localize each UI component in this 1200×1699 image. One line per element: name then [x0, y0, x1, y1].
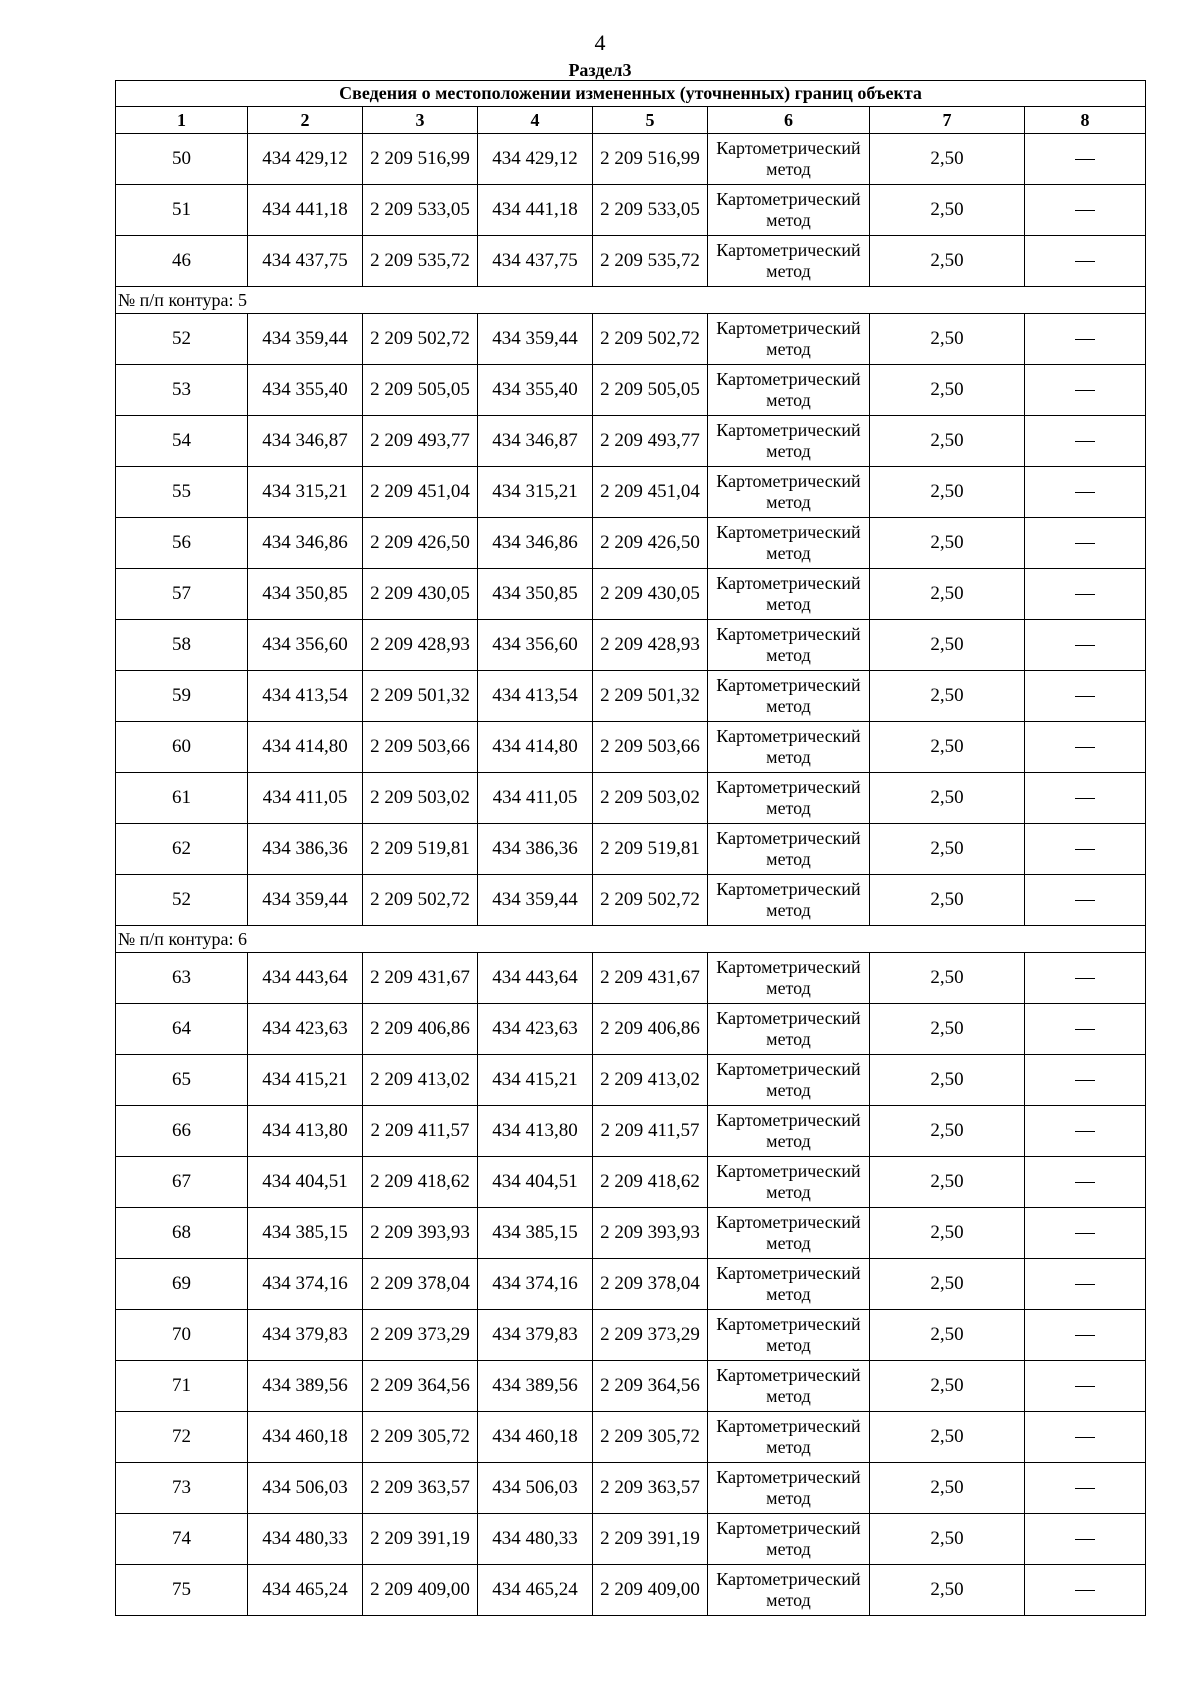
x-new-cell: 434 413,80	[478, 1106, 593, 1157]
y-existing-cell: 2 209 493,77	[363, 416, 478, 467]
accuracy-cell: 2,50	[870, 134, 1025, 185]
accuracy-cell: 2,50	[870, 569, 1025, 620]
description-cell	[1025, 134, 1146, 185]
x-new-cell: 434 346,87	[478, 416, 593, 467]
table-row	[116, 1157, 1146, 1208]
y-new-cell: 2 209 535,72	[593, 236, 708, 287]
contour-header-row	[116, 926, 1146, 953]
point-number-cell: 53	[116, 365, 248, 416]
dash-mark	[1075, 1029, 1095, 1030]
y-new-cell: 2 209 431,67	[593, 953, 708, 1004]
method-cell: Картометрический метод	[708, 1361, 870, 1412]
dash-mark	[1075, 339, 1095, 340]
description-cell	[1025, 1412, 1146, 1463]
x-new-cell: 434 385,15	[478, 1208, 593, 1259]
column-numbers-row	[116, 107, 1146, 134]
description-cell	[1025, 620, 1146, 671]
point-number-cell: 66	[116, 1106, 248, 1157]
contour-label: № п/п контура: 6	[116, 926, 1146, 953]
dash-mark	[1075, 1539, 1095, 1540]
description-cell	[1025, 953, 1146, 1004]
method-cell: Картометрический метод	[708, 1208, 870, 1259]
y-new-cell: 2 209 418,62	[593, 1157, 708, 1208]
table-row	[116, 1361, 1146, 1412]
description-cell	[1025, 722, 1146, 773]
column-number: 6	[708, 107, 870, 134]
accuracy-cell: 2,50	[870, 1361, 1025, 1412]
y-existing-cell: 2 209 503,02	[363, 773, 478, 824]
accuracy-cell: 2,50	[870, 1004, 1025, 1055]
y-existing-cell: 2 209 409,00	[363, 1565, 478, 1616]
x-existing-cell: 434 437,75	[248, 236, 363, 287]
description-cell	[1025, 314, 1146, 365]
y-new-cell: 2 209 363,57	[593, 1463, 708, 1514]
description-cell	[1025, 1055, 1146, 1106]
point-number-cell: 62	[116, 824, 248, 875]
x-existing-cell: 434 359,44	[248, 314, 363, 365]
dash-mark	[1075, 1590, 1095, 1591]
x-existing-cell: 434 315,21	[248, 467, 363, 518]
y-existing-cell: 2 209 533,05	[363, 185, 478, 236]
table-row	[116, 1514, 1146, 1565]
x-existing-cell: 434 460,18	[248, 1412, 363, 1463]
y-existing-cell: 2 209 393,93	[363, 1208, 478, 1259]
x-existing-cell: 434 413,54	[248, 671, 363, 722]
dash-mark	[1075, 798, 1095, 799]
method-cell: Картометрический метод	[708, 365, 870, 416]
description-cell	[1025, 1106, 1146, 1157]
column-number: 2	[248, 107, 363, 134]
dash-mark	[1075, 1386, 1095, 1387]
x-existing-cell: 434 379,83	[248, 1310, 363, 1361]
x-new-cell: 434 389,56	[478, 1361, 593, 1412]
method-cell: Картометрический метод	[708, 236, 870, 287]
accuracy-cell: 2,50	[870, 185, 1025, 236]
x-existing-cell: 434 413,80	[248, 1106, 363, 1157]
x-existing-cell: 434 386,36	[248, 824, 363, 875]
y-new-cell: 2 209 501,32	[593, 671, 708, 722]
method-cell: Картометрический метод	[708, 1004, 870, 1055]
description-cell	[1025, 1565, 1146, 1616]
y-existing-cell: 2 209 363,57	[363, 1463, 478, 1514]
point-number-cell: 52	[116, 314, 248, 365]
dash-mark	[1075, 543, 1095, 544]
point-number-cell: 52	[116, 875, 248, 926]
accuracy-cell: 2,50	[870, 1055, 1025, 1106]
boundary-coordinates-table	[115, 80, 1146, 1616]
table-row	[116, 1208, 1146, 1259]
y-existing-cell: 2 209 502,72	[363, 314, 478, 365]
y-new-cell: 2 209 411,57	[593, 1106, 708, 1157]
dash-mark	[1075, 645, 1095, 646]
dash-mark	[1075, 1233, 1095, 1234]
dash-mark	[1075, 1182, 1095, 1183]
description-cell	[1025, 518, 1146, 569]
y-existing-cell: 2 209 519,81	[363, 824, 478, 875]
y-new-cell: 2 209 430,05	[593, 569, 708, 620]
method-cell: Картометрический метод	[708, 1259, 870, 1310]
y-existing-cell: 2 209 516,99	[363, 134, 478, 185]
table-row	[116, 722, 1146, 773]
point-number-cell: 46	[116, 236, 248, 287]
x-new-cell: 434 379,83	[478, 1310, 593, 1361]
table-row	[116, 134, 1146, 185]
accuracy-cell: 2,50	[870, 1412, 1025, 1463]
dash-mark	[1075, 849, 1095, 850]
point-number-cell: 70	[116, 1310, 248, 1361]
point-number-cell: 64	[116, 1004, 248, 1055]
dash-mark	[1075, 747, 1095, 748]
point-number-cell: 50	[116, 134, 248, 185]
table-row	[116, 1565, 1146, 1616]
dash-mark	[1075, 210, 1095, 211]
y-new-cell: 2 209 516,99	[593, 134, 708, 185]
description-cell	[1025, 185, 1146, 236]
x-new-cell: 434 414,80	[478, 722, 593, 773]
method-cell: Картометрический метод	[708, 875, 870, 926]
method-cell: Картометрический метод	[708, 1412, 870, 1463]
x-existing-cell: 434 480,33	[248, 1514, 363, 1565]
point-number-cell: 55	[116, 467, 248, 518]
table-row	[116, 467, 1146, 518]
table-row	[116, 1055, 1146, 1106]
table-row	[116, 569, 1146, 620]
contour-label: № п/п контура: 5	[116, 287, 1146, 314]
dash-mark	[1075, 594, 1095, 595]
y-new-cell: 2 209 502,72	[593, 875, 708, 926]
x-existing-cell: 434 506,03	[248, 1463, 363, 1514]
x-new-cell: 434 415,21	[478, 1055, 593, 1106]
description-cell	[1025, 416, 1146, 467]
accuracy-cell: 2,50	[870, 824, 1025, 875]
description-cell	[1025, 1361, 1146, 1412]
dash-mark	[1075, 159, 1095, 160]
point-number-cell: 54	[116, 416, 248, 467]
y-existing-cell: 2 209 430,05	[363, 569, 478, 620]
point-number-cell: 71	[116, 1361, 248, 1412]
dash-mark	[1075, 696, 1095, 697]
method-cell: Картометрический метод	[708, 1310, 870, 1361]
description-cell	[1025, 1463, 1146, 1514]
dash-mark	[1075, 390, 1095, 391]
dash-mark	[1075, 1335, 1095, 1336]
y-existing-cell: 2 209 535,72	[363, 236, 478, 287]
point-number-cell: 59	[116, 671, 248, 722]
x-new-cell: 434 359,44	[478, 875, 593, 926]
x-new-cell: 434 359,44	[478, 314, 593, 365]
x-existing-cell: 434 404,51	[248, 1157, 363, 1208]
point-number-cell: 68	[116, 1208, 248, 1259]
x-existing-cell: 434 429,12	[248, 134, 363, 185]
accuracy-cell: 2,50	[870, 773, 1025, 824]
x-new-cell: 434 429,12	[478, 134, 593, 185]
method-cell: Картометрический метод	[708, 1514, 870, 1565]
x-new-cell: 434 350,85	[478, 569, 593, 620]
description-cell	[1025, 1157, 1146, 1208]
method-cell: Картометрический метод	[708, 671, 870, 722]
y-existing-cell: 2 209 411,57	[363, 1106, 478, 1157]
y-new-cell: 2 209 426,50	[593, 518, 708, 569]
description-cell	[1025, 1514, 1146, 1565]
description-cell	[1025, 1310, 1146, 1361]
method-cell: Картометрический метод	[708, 467, 870, 518]
description-cell	[1025, 236, 1146, 287]
x-existing-cell: 434 346,86	[248, 518, 363, 569]
accuracy-cell: 2,50	[870, 875, 1025, 926]
method-cell: Картометрический метод	[708, 620, 870, 671]
method-cell: Картометрический метод	[708, 1055, 870, 1106]
table-row	[116, 1463, 1146, 1514]
dash-mark	[1075, 978, 1095, 979]
y-new-cell: 2 209 393,93	[593, 1208, 708, 1259]
description-cell	[1025, 1004, 1146, 1055]
y-existing-cell: 2 209 501,32	[363, 671, 478, 722]
method-cell: Картометрический метод	[708, 1565, 870, 1616]
description-cell	[1025, 875, 1146, 926]
x-new-cell: 434 460,18	[478, 1412, 593, 1463]
y-new-cell: 2 209 409,00	[593, 1565, 708, 1616]
y-existing-cell: 2 209 503,66	[363, 722, 478, 773]
point-number-cell: 60	[116, 722, 248, 773]
method-cell: Картометрический метод	[708, 1106, 870, 1157]
y-existing-cell: 2 209 364,56	[363, 1361, 478, 1412]
y-existing-cell: 2 209 378,04	[363, 1259, 478, 1310]
point-number-cell: 61	[116, 773, 248, 824]
point-number-cell: 57	[116, 569, 248, 620]
table-row	[116, 365, 1146, 416]
y-new-cell: 2 209 505,05	[593, 365, 708, 416]
description-cell	[1025, 671, 1146, 722]
column-number: 4	[478, 107, 593, 134]
dash-mark	[1075, 1131, 1095, 1132]
accuracy-cell: 2,50	[870, 518, 1025, 569]
method-cell: Картометрический метод	[708, 1463, 870, 1514]
x-new-cell: 434 411,05	[478, 773, 593, 824]
accuracy-cell: 2,50	[870, 671, 1025, 722]
x-existing-cell: 434 385,15	[248, 1208, 363, 1259]
y-new-cell: 2 209 533,05	[593, 185, 708, 236]
accuracy-cell: 2,50	[870, 1310, 1025, 1361]
x-new-cell: 434 413,54	[478, 671, 593, 722]
y-existing-cell: 2 209 428,93	[363, 620, 478, 671]
x-existing-cell: 434 441,18	[248, 185, 363, 236]
description-cell	[1025, 365, 1146, 416]
x-new-cell: 434 443,64	[478, 953, 593, 1004]
table-row	[116, 1412, 1146, 1463]
x-new-cell: 434 465,24	[478, 1565, 593, 1616]
y-new-cell: 2 209 413,02	[593, 1055, 708, 1106]
point-number-cell: 65	[116, 1055, 248, 1106]
method-cell: Картометрический метод	[708, 824, 870, 875]
x-new-cell: 434 480,33	[478, 1514, 593, 1565]
accuracy-cell: 2,50	[870, 1565, 1025, 1616]
dash-mark	[1075, 900, 1095, 901]
table-row	[116, 1259, 1146, 1310]
point-number-cell: 69	[116, 1259, 248, 1310]
method-cell: Картометрический метод	[708, 953, 870, 1004]
y-existing-cell: 2 209 502,72	[363, 875, 478, 926]
method-cell: Картометрический метод	[708, 134, 870, 185]
y-new-cell: 2 209 373,29	[593, 1310, 708, 1361]
table-row	[116, 416, 1146, 467]
x-existing-cell: 434 465,24	[248, 1565, 363, 1616]
column-number: 7	[870, 107, 1025, 134]
description-cell	[1025, 1259, 1146, 1310]
x-existing-cell: 434 411,05	[248, 773, 363, 824]
x-new-cell: 434 315,21	[478, 467, 593, 518]
contour-header-row	[116, 287, 1146, 314]
point-number-cell: 73	[116, 1463, 248, 1514]
point-number-cell: 56	[116, 518, 248, 569]
page-number: 4	[594, 30, 606, 55]
table-row	[116, 671, 1146, 722]
x-new-cell: 434 355,40	[478, 365, 593, 416]
x-new-cell: 434 386,36	[478, 824, 593, 875]
x-existing-cell: 434 346,87	[248, 416, 363, 467]
description-cell	[1025, 569, 1146, 620]
x-existing-cell: 434 356,60	[248, 620, 363, 671]
dash-mark	[1075, 1080, 1095, 1081]
point-number-cell: 67	[116, 1157, 248, 1208]
y-new-cell: 2 209 503,02	[593, 773, 708, 824]
x-new-cell: 434 346,86	[478, 518, 593, 569]
x-new-cell: 434 437,75	[478, 236, 593, 287]
table-row	[116, 620, 1146, 671]
x-existing-cell: 434 350,85	[248, 569, 363, 620]
y-existing-cell: 2 209 505,05	[363, 365, 478, 416]
y-new-cell: 2 209 406,86	[593, 1004, 708, 1055]
method-cell: Картометрический метод	[708, 1157, 870, 1208]
method-cell: Картометрический метод	[708, 416, 870, 467]
x-new-cell: 434 423,63	[478, 1004, 593, 1055]
y-new-cell: 2 209 305,72	[593, 1412, 708, 1463]
accuracy-cell: 2,50	[870, 1514, 1025, 1565]
accuracy-cell: 2,50	[870, 1106, 1025, 1157]
y-new-cell: 2 209 502,72	[593, 314, 708, 365]
dash-mark	[1075, 1437, 1095, 1438]
dash-mark	[1075, 261, 1095, 262]
dash-mark	[1075, 1284, 1095, 1285]
accuracy-cell: 2,50	[870, 1259, 1025, 1310]
x-new-cell: 434 356,60	[478, 620, 593, 671]
accuracy-cell: 2,50	[870, 722, 1025, 773]
dash-mark	[1075, 492, 1095, 493]
table-title: Сведения о местоположении измененных (уточненных) границ объекта	[116, 81, 1146, 107]
point-number-cell: 75	[116, 1565, 248, 1616]
accuracy-cell: 2,50	[870, 236, 1025, 287]
column-number: 3	[363, 107, 478, 134]
point-number-cell: 74	[116, 1514, 248, 1565]
table-row	[116, 1310, 1146, 1361]
accuracy-cell: 2,50	[870, 1463, 1025, 1514]
method-cell: Картометрический метод	[708, 185, 870, 236]
accuracy-cell: 2,50	[870, 1208, 1025, 1259]
accuracy-cell: 2,50	[870, 1157, 1025, 1208]
x-new-cell: 434 506,03	[478, 1463, 593, 1514]
method-cell: Картометрический метод	[708, 314, 870, 365]
y-existing-cell: 2 209 431,67	[363, 953, 478, 1004]
x-existing-cell: 434 423,63	[248, 1004, 363, 1055]
table-row	[116, 314, 1146, 365]
x-new-cell: 434 374,16	[478, 1259, 593, 1310]
accuracy-cell: 2,50	[870, 314, 1025, 365]
y-new-cell: 2 209 378,04	[593, 1259, 708, 1310]
section-title: Раздел3	[568, 60, 632, 80]
y-existing-cell: 2 209 418,62	[363, 1157, 478, 1208]
accuracy-cell: 2,50	[870, 416, 1025, 467]
table-row	[116, 236, 1146, 287]
point-number-cell: 63	[116, 953, 248, 1004]
method-cell: Картометрический метод	[708, 569, 870, 620]
column-number: 8	[1025, 107, 1146, 134]
x-new-cell: 434 404,51	[478, 1157, 593, 1208]
table-row	[116, 1106, 1146, 1157]
description-cell	[1025, 773, 1146, 824]
table-row	[116, 185, 1146, 236]
y-existing-cell: 2 209 406,86	[363, 1004, 478, 1055]
y-new-cell: 2 209 519,81	[593, 824, 708, 875]
y-existing-cell: 2 209 413,02	[363, 1055, 478, 1106]
y-new-cell: 2 209 364,56	[593, 1361, 708, 1412]
table-row	[116, 518, 1146, 569]
y-new-cell: 2 209 451,04	[593, 467, 708, 518]
y-existing-cell: 2 209 451,04	[363, 467, 478, 518]
method-cell: Картометрический метод	[708, 722, 870, 773]
method-cell: Картометрический метод	[708, 773, 870, 824]
x-existing-cell: 434 374,16	[248, 1259, 363, 1310]
y-existing-cell: 2 209 426,50	[363, 518, 478, 569]
y-new-cell: 2 209 391,19	[593, 1514, 708, 1565]
point-number-cell: 72	[116, 1412, 248, 1463]
y-existing-cell: 2 209 373,29	[363, 1310, 478, 1361]
accuracy-cell: 2,50	[870, 467, 1025, 518]
y-new-cell: 2 209 493,77	[593, 416, 708, 467]
column-number: 5	[593, 107, 708, 134]
dash-mark	[1075, 1488, 1095, 1489]
table-row	[116, 773, 1146, 824]
table-row	[116, 875, 1146, 926]
table-row	[116, 824, 1146, 875]
y-new-cell: 2 209 428,93	[593, 620, 708, 671]
table-row	[116, 953, 1146, 1004]
y-new-cell: 2 209 503,66	[593, 722, 708, 773]
x-new-cell: 434 441,18	[478, 185, 593, 236]
x-existing-cell: 434 389,56	[248, 1361, 363, 1412]
table-title-row	[116, 81, 1146, 107]
x-existing-cell: 434 359,44	[248, 875, 363, 926]
y-existing-cell: 2 209 391,19	[363, 1514, 478, 1565]
table-row	[116, 1004, 1146, 1055]
column-number: 1	[116, 107, 248, 134]
method-cell: Картометрический метод	[708, 518, 870, 569]
x-existing-cell: 434 415,21	[248, 1055, 363, 1106]
accuracy-cell: 2,50	[870, 365, 1025, 416]
description-cell	[1025, 467, 1146, 518]
description-cell	[1025, 824, 1146, 875]
x-existing-cell: 434 355,40	[248, 365, 363, 416]
accuracy-cell: 2,50	[870, 953, 1025, 1004]
x-existing-cell: 434 443,64	[248, 953, 363, 1004]
description-cell	[1025, 1208, 1146, 1259]
point-number-cell: 58	[116, 620, 248, 671]
y-existing-cell: 2 209 305,72	[363, 1412, 478, 1463]
point-number-cell: 51	[116, 185, 248, 236]
accuracy-cell: 2,50	[870, 620, 1025, 671]
dash-mark	[1075, 441, 1095, 442]
x-existing-cell: 434 414,80	[248, 722, 363, 773]
